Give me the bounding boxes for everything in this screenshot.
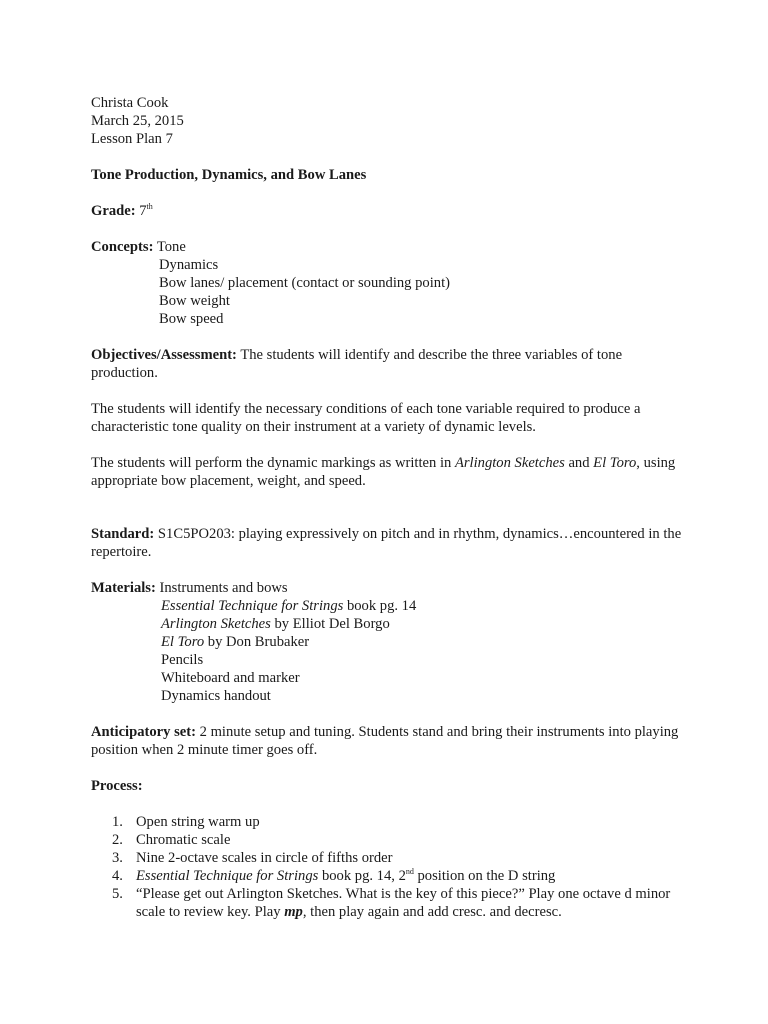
lesson-plan-body [91, 94, 701, 921]
material-item: Pencils [161, 652, 204, 668]
anticipatory-set-text: 2 minute setup and tuning. Students stand and bring their instruments into playing position when 2 minute timer goes off. [91, 724, 679, 758]
material-item: Essential Technique for Strings book pg. 14 [161, 598, 417, 614]
lesson-number: Lesson Plan 7 [91, 131, 173, 147]
concept-item: Tone [156, 239, 186, 255]
grade-label: Grade: [91, 203, 136, 219]
materials-label: Materials: [91, 580, 156, 596]
material-item: Arlington Sketches by Elliot Del Borgo [161, 616, 390, 632]
grade-line [91, 202, 701, 220]
author-name: Christa Cook [91, 95, 169, 111]
material-item: Whiteboard and marker [161, 670, 300, 686]
process-step: 5. “Please get out Arlington Sketches. What is the key of this piece?” Play one octave d minor scale to review key. Play mp, then play again and add cresc. and decresc. [112, 886, 671, 920]
objectives-text-1: The students will identify and describe the three variables of tone production. [91, 347, 623, 381]
objectives-label: Objectives/Assessment: [91, 347, 237, 363]
process-step: 4. Essential Technique for Strings book pg. 14, 2nd position on the D string [112, 867, 556, 884]
concepts-section [91, 238, 701, 256]
concept-item: Bow speed [159, 311, 224, 327]
objectives-paragraph-2: The students will identify the necessary conditions of each tone variable required to produce a characteristic tone quality on their instrument at a variety of dynamic levels. [91, 401, 641, 435]
objectives-paragraph-1 [91, 346, 691, 382]
concept-item: Dynamics [159, 257, 219, 273]
process-step: 1. Open string warm up [112, 814, 260, 830]
objectives-paragraph-3: The students will perform the dynamic markings as written in Arlington Sketches and El Toro, using appropriate bow placement, weight, and speed. [91, 455, 676, 489]
materials-section [91, 579, 701, 597]
grade-value: 7 [139, 203, 147, 219]
material-item: El Toro by Don Brubaker [161, 634, 310, 650]
lesson-date: March 25, 2015 [91, 113, 184, 129]
material-item: Instruments and bows [159, 580, 288, 596]
concepts-label: Concepts: [91, 239, 154, 255]
process-list [91, 813, 701, 921]
process-step: 3. Nine 2-octave scales in circle of fifths order [112, 850, 393, 866]
lesson-title: Tone Production, Dynamics, and Bow Lanes [91, 167, 367, 183]
standard-text: S1C5PO203: playing expressively on pitch and in rhythm, dynamics…encountered in the repertoire. [91, 526, 682, 560]
standard-section [91, 525, 691, 561]
concept-item: Bow lanes/ placement (contact or sounding point) [159, 275, 450, 291]
process-heading: Process: [91, 778, 143, 794]
material-item: Dynamics handout [161, 688, 271, 704]
process-step: 2. Chromatic scale [112, 832, 231, 848]
concept-item: Bow weight [159, 293, 230, 309]
anticipatory-set-section [91, 723, 691, 759]
anticipatory-set-label: Anticipatory set: [91, 724, 196, 740]
grade-suffix: th [146, 202, 153, 211]
standard-label: Standard: [91, 526, 155, 542]
